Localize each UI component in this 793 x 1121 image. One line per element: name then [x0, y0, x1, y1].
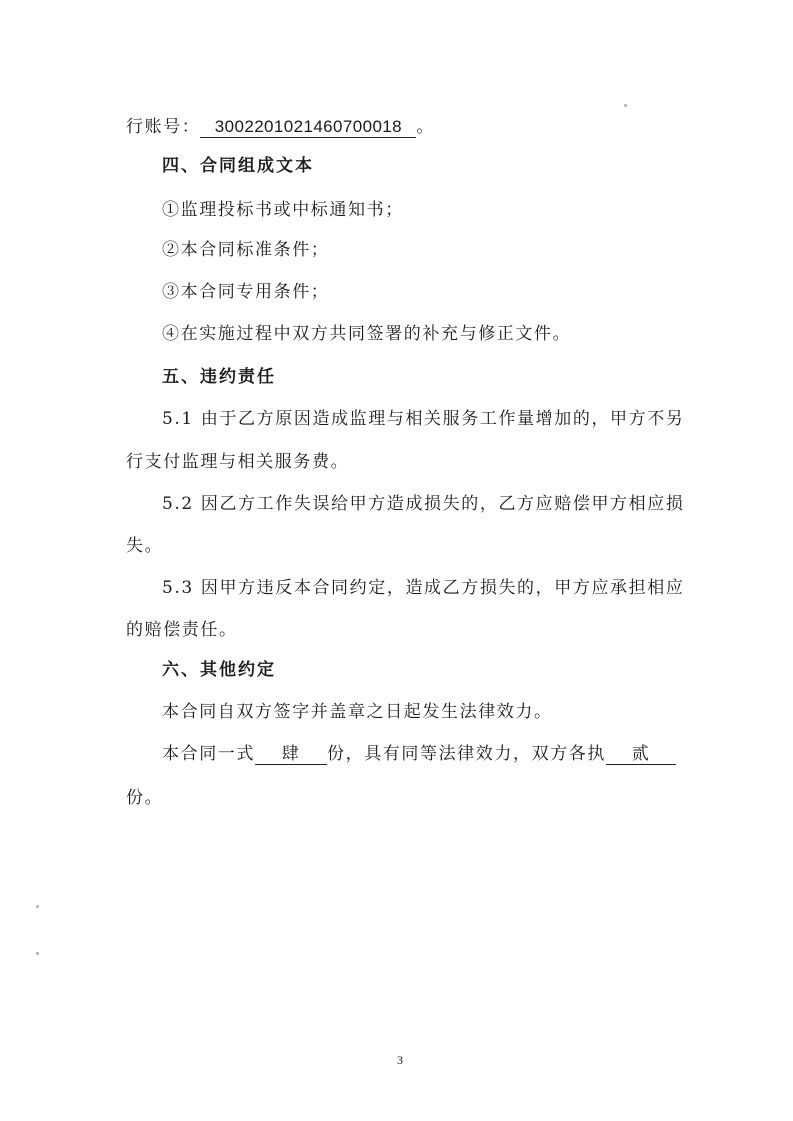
clause-5-3-line-1: 5.3 因甲方违反本合同约定，造成乙方损失的，甲方应承担相应 [162, 578, 685, 598]
copies-total: 肆 [255, 744, 327, 765]
effective-clause: 本合同自双方签字并盖章之日起发生法律效力。 [162, 702, 553, 722]
clause-5-3-line-2: 的赔偿责任。 [126, 620, 238, 640]
account-end: 。 [416, 117, 436, 137]
scan-speck [36, 952, 39, 955]
account-label: 行账号： [126, 117, 201, 137]
scan-speck [36, 905, 39, 908]
clause-5-2-line-2: 失。 [126, 536, 164, 556]
copies-line [162, 743, 676, 765]
section4-item-3: ③本合同专用条件； [162, 282, 330, 302]
section6-heading: 六、其他约定 [162, 660, 276, 680]
copies-end: 份。 [126, 788, 164, 808]
account-number: 3002201021460700018 [200, 117, 416, 138]
clause-5-1-line-2: 行支付监理与相关服务费。 [126, 452, 350, 472]
copies-text-b: 份，具有同等法律效力，双方各执 [327, 744, 606, 764]
account-line [126, 116, 435, 138]
page-number: 3 [397, 1053, 403, 1067]
section4-heading: 四、合同组成文本 [162, 156, 314, 176]
scan-speck [624, 104, 627, 107]
copies-each: 贰 [606, 744, 676, 765]
copies-text-a: 本合同一式 [162, 744, 255, 764]
section4-item-2: ②本合同标准条件； [162, 240, 330, 260]
clause-5-1-line-1: 5.1 由于乙方原因造成监理与相关服务工作量增加的，甲方不另 [162, 409, 685, 429]
section4-item-1: ①监理投标书或中标通知书； [162, 200, 404, 220]
section5-heading: 五、违约责任 [162, 367, 276, 387]
section4-item-4: ④在实施过程中双方共同签署的补充与修正文件。 [162, 324, 572, 344]
clause-5-2-line-1: 5.2 因乙方工作失误给甲方造成损失的，乙方应赔偿甲方相应损 [162, 494, 685, 514]
